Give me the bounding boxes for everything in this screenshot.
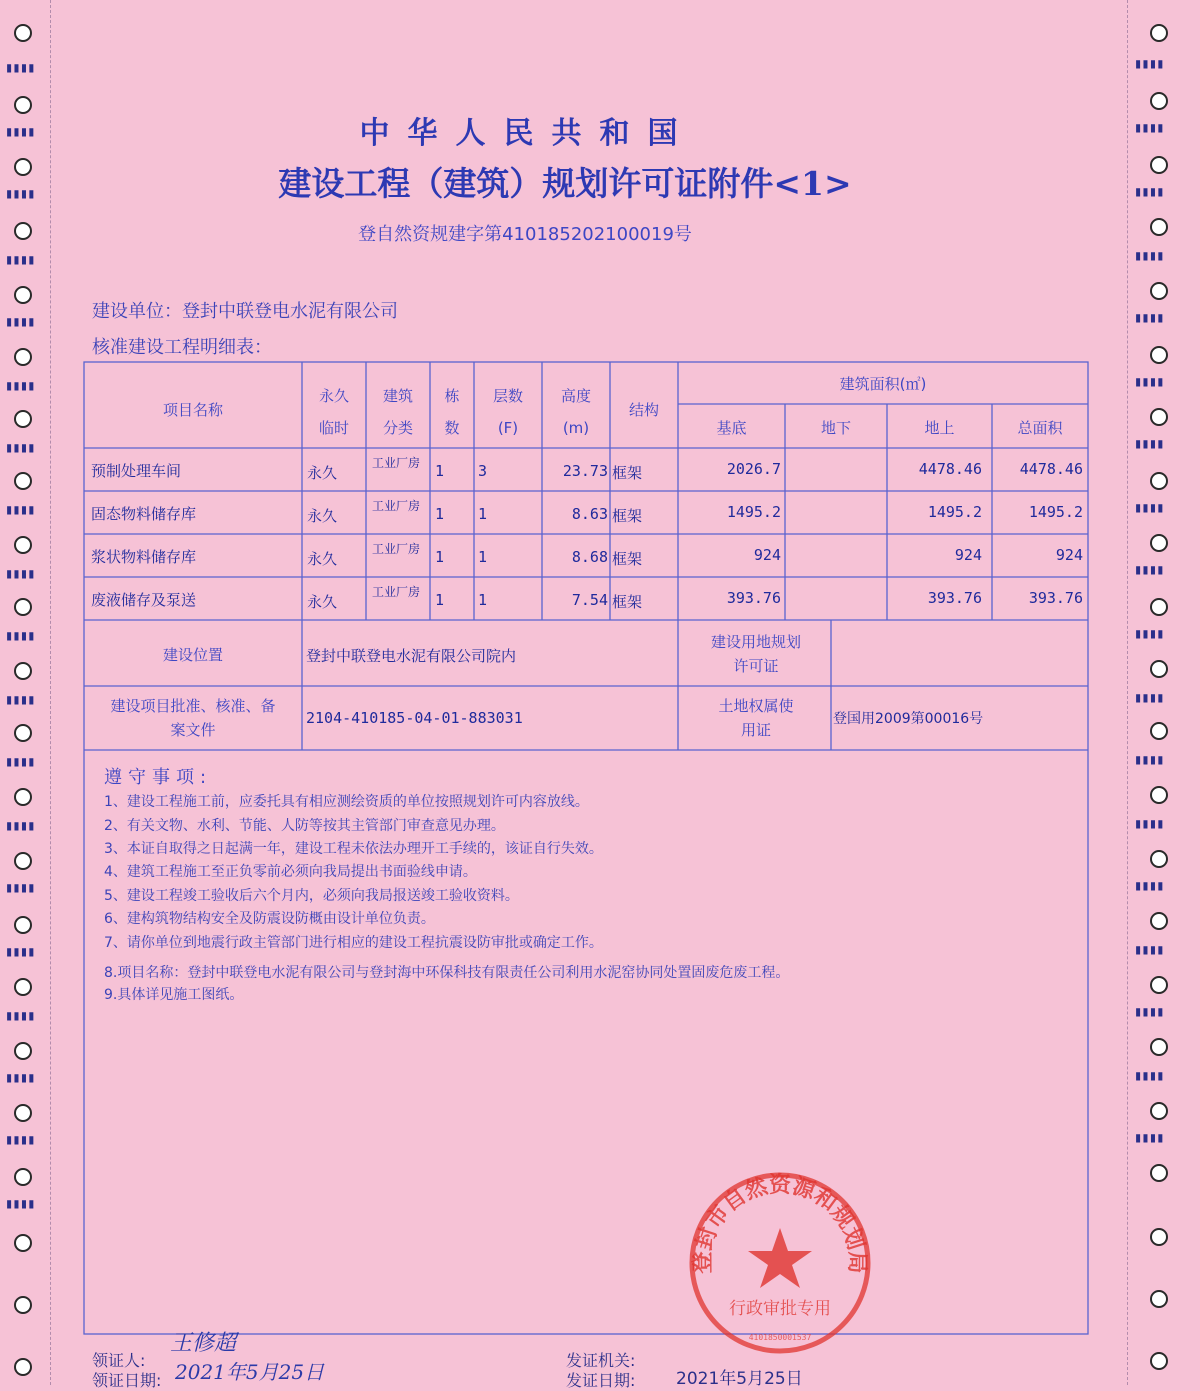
margin-tick-marks: ▮▮▮▮ — [5, 1196, 35, 1212]
margin-tick-marks: ▮▮▮▮ — [5, 124, 35, 140]
row-name: 浆状物料储存库 — [91, 548, 197, 566]
margin-tick-marks: ▮▮▮▮ — [5, 1008, 35, 1024]
approval-value: 2104-410185-04-01-883031 — [306, 709, 523, 727]
row-category: 工业厂房 — [372, 499, 421, 513]
row-structure: 框架 — [612, 464, 643, 482]
margin-tick-marks: ▮▮▮▮ — [5, 1132, 35, 1148]
note-item: 8.项目名称：登封中联登电水泥有限公司与登封海中环保科技有限责任公司利用水泥窑协同处置固废危废工程。 — [104, 965, 790, 981]
margin-tick-marks: ▮▮▮▮ — [1134, 184, 1164, 200]
margin-tick-marks: ▮▮▮▮ — [5, 692, 35, 708]
row-count: 1 — [435, 591, 445, 609]
margin-tick-marks: ▮▮▮▮ — [1134, 120, 1164, 136]
row-structure: 框架 — [612, 507, 643, 525]
margin-tick-marks: ▮▮▮▮ — [5, 252, 35, 268]
margin-tick-marks: ▮▮▮▮ — [1134, 942, 1164, 958]
margin-tick-marks: ▮▮▮▮ — [1134, 878, 1164, 894]
note-item: 9.具体详见施工图纸。 — [104, 987, 244, 1003]
row-structure: 框架 — [612, 550, 643, 568]
row-count: 1 — [435, 505, 445, 523]
margin-tick-marks: ▮▮▮▮ — [1134, 626, 1164, 642]
row-category: 工业厂房 — [372, 456, 421, 470]
margin-tick-marks: ▮▮▮▮ — [1134, 690, 1164, 706]
margin-tick-marks: ▮▮▮▮ — [5, 60, 35, 76]
notes-title: 遵守事项: — [104, 767, 213, 788]
col-header-category — [366, 384, 430, 440]
margin-tick-marks: ▮▮▮▮ — [5, 378, 35, 394]
col-header-height-line2: (m) — [562, 419, 590, 437]
row-height: 7.54 — [571, 591, 608, 609]
margin-tick-marks: ▮▮▮▮ — [1134, 436, 1164, 452]
row-base: 393.76 — [726, 589, 781, 607]
row-total: 924 — [1055, 546, 1083, 564]
note-item: 5、建设工程竣工验收后六个月内，必须向我局报送竣工验收资料。 — [104, 888, 519, 904]
margin-tick-marks: ▮▮▮▮ — [5, 502, 35, 518]
note-item: 7、请你单位到地震行政主管部门进行相应的建设工程抗震设防审批或确定工作。 — [104, 935, 603, 951]
receive-date-label: 领证日期: — [92, 1371, 162, 1390]
land-right-value: 登国用2009第00016号 — [833, 711, 984, 727]
row-permanence: 永久 — [307, 593, 338, 611]
note-item: 3、本证自取得之日起满一年，建设工程未依法办理开工手续的，该证自行失效。 — [104, 841, 603, 857]
margin-tick-marks: ▮▮▮▮ — [1134, 56, 1164, 72]
location-value: 登封中联登电水泥有限公司院内 — [306, 647, 517, 665]
row-permanence: 永久 — [307, 550, 338, 568]
row-above: 393.76 — [927, 589, 982, 607]
col-header-permanence-line1: 永久 — [318, 387, 349, 405]
margin-tick-marks: ▮▮▮▮ — [1134, 1068, 1164, 1084]
col-header-height-line1: 高度 — [560, 387, 591, 405]
seal-code-text: 4101850001537 — [748, 1333, 812, 1342]
col-header-category-line2: 分类 — [382, 419, 413, 437]
recipient-label: 领证人: — [92, 1351, 146, 1370]
issue-date: 2021年5月25日 — [676, 1369, 803, 1389]
col-header-permanence — [302, 384, 366, 440]
margin-tick-marks: ▮▮▮▮ — [5, 186, 35, 202]
row-height: 8.68 — [571, 548, 608, 566]
row-floors: 1 — [478, 548, 488, 566]
row-floors: 1 — [478, 505, 488, 523]
row-count: 1 — [435, 462, 445, 480]
row-floors: 1 — [478, 591, 488, 609]
col-header-base: 基底 — [716, 419, 747, 437]
col-header-buildings — [430, 384, 474, 440]
detail-label: 核准建设工程明细表： — [92, 337, 272, 358]
col-header-structure: 结构 — [628, 401, 659, 419]
col-header-floors — [474, 384, 542, 440]
row-structure: 框架 — [612, 593, 643, 611]
row-height: 23.73 — [562, 462, 608, 480]
margin-tick-marks: ▮▮▮▮ — [1134, 310, 1164, 326]
col-header-floors-line2: (F) — [497, 419, 519, 437]
col-header-area-group: 建筑面积(㎡) — [839, 375, 927, 393]
margin-tick-marks: ▮▮▮▮ — [1134, 562, 1164, 578]
margin-tick-marks: ▮▮▮▮ — [1134, 1004, 1164, 1020]
country-title: 中华人民共和国 — [359, 116, 696, 151]
col-header-buildings-line2: 数 — [444, 419, 460, 437]
row-height: 8.63 — [571, 505, 608, 523]
col-header-name: 项目名称 — [162, 401, 223, 419]
issue-date-label: 发证日期: — [566, 1371, 636, 1390]
note-item: 2、有关文物、水利、节能、人防等按其主管部门审查意见办理。 — [104, 818, 505, 834]
note-item: 6、建构筑物结构安全及防震设防概由设计单位负责。 — [104, 911, 435, 927]
margin-tick-marks: ▮▮▮▮ — [5, 754, 35, 770]
col-header-total: 总面积 — [1017, 419, 1063, 437]
builder-label: 建设单位： — [92, 301, 182, 322]
location-label: 建设位置 — [162, 646, 223, 664]
col-header-permanence-line2: 临时 — [318, 419, 349, 437]
seal-org-text: 登封市自然资源和规划局 — [689, 1172, 871, 1274]
row-floors: 3 — [478, 462, 488, 480]
row-base: 1495.2 — [726, 503, 781, 521]
row-above: 1495.2 — [927, 503, 982, 521]
margin-tick-marks: ▮▮▮▮ — [5, 440, 35, 456]
row-name: 预制处理车间 — [91, 462, 182, 480]
row-total: 1495.2 — [1028, 503, 1083, 521]
margin-tick-marks: ▮▮▮▮ — [5, 566, 35, 582]
margin-tick-marks: ▮▮▮▮ — [1134, 500, 1164, 516]
certificate-number: 登自然资规建字第410185202100019号 — [358, 224, 692, 245]
row-category: 工业厂房 — [372, 542, 421, 556]
margin-tick-marks: ▮▮▮▮ — [5, 314, 35, 330]
official-seal — [685, 1168, 875, 1358]
row-total: 393.76 — [1028, 589, 1083, 607]
margin-tick-marks: ▮▮▮▮ — [5, 628, 35, 644]
margin-tick-marks: ▮▮▮▮ — [5, 1070, 35, 1086]
margin-tick-marks: ▮▮▮▮ — [1134, 752, 1164, 768]
margin-tick-marks: ▮▮▮▮ — [1134, 1130, 1164, 1146]
star-icon — [748, 1228, 812, 1288]
approval-label: 建设项目批准、核准、备案文件 — [110, 697, 276, 739]
row-above: 924 — [954, 546, 982, 564]
margin-tick-marks: ▮▮▮▮ — [5, 944, 35, 960]
issuer-label: 发证机关: — [566, 1351, 636, 1370]
document-title: 建设工程（建筑）规划许可证附件<1> — [278, 164, 852, 203]
row-above: 4478.46 — [918, 460, 982, 478]
col-header-category-line1: 建筑 — [382, 387, 413, 405]
row-total: 4478.46 — [1019, 460, 1083, 478]
builder-value: 登封中联登电水泥有限公司 — [182, 301, 398, 322]
row-permanence: 永久 — [307, 464, 338, 482]
row-name: 固态物料储存库 — [91, 505, 197, 523]
margin-tick-marks: ▮▮▮▮ — [5, 818, 35, 834]
row-name: 废液储存及泵送 — [91, 591, 197, 609]
receive-date-handwritten: 2021年5月25日 — [175, 1360, 325, 1384]
margin-tick-marks: ▮▮▮▮ — [5, 880, 35, 896]
seal-purpose-text: 行政审批专用 — [729, 1299, 831, 1319]
row-count: 1 — [435, 548, 445, 566]
row-permanence: 永久 — [307, 507, 338, 525]
col-header-underground: 地下 — [820, 419, 851, 437]
row-category: 工业厂房 — [372, 585, 421, 599]
row-base: 2026.7 — [726, 460, 781, 478]
note-item: 1、建设工程施工前，应委托具有相应测绘资质的单位按照规划许可内容放线。 — [104, 794, 589, 810]
col-header-floors-line1: 层数 — [492, 387, 523, 405]
margin-tick-marks: ▮▮▮▮ — [1134, 248, 1164, 264]
note-item: 4、建筑工程施工至正负零前必须向我局提出书面验线申请。 — [104, 864, 477, 880]
col-header-height — [542, 384, 610, 440]
recipient-signature: 王修超 — [170, 1331, 237, 1356]
row-base: 924 — [753, 546, 781, 564]
margin-tick-marks: ▮▮▮▮ — [1134, 816, 1164, 832]
land-right-label: 土地权属使用证 — [718, 697, 794, 739]
land-permit-label: 建设用地规划许可证 — [710, 633, 801, 675]
col-header-buildings-line1: 栋 — [444, 387, 460, 405]
margin-tick-marks: ▮▮▮▮ — [1134, 374, 1164, 390]
col-header-aboveground: 地上 — [924, 419, 955, 437]
